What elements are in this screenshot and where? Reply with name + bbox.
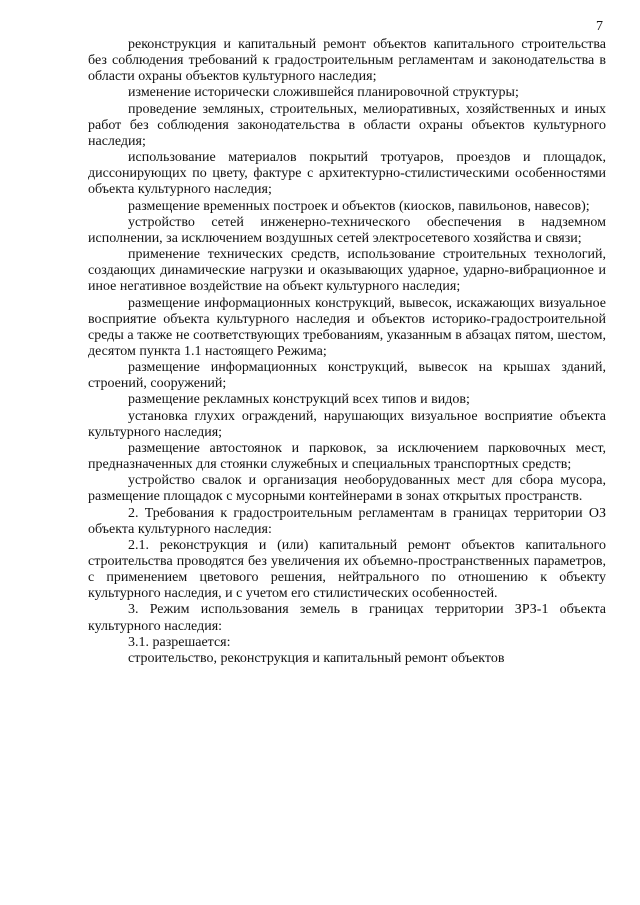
section-heading: 2. Требования к градостроительным регламентам в границах территории ОЗ объекта культурного наследия: — [88, 505, 606, 537]
paragraph: 2.1. реконструкция и (или) капитальный ремонт объектов капитального строительства проводятся без увеличения их объемно-пространственных параметров, с применением цветового решения, нейтрального по отношению к объекту культурного наследия, и с учетом его стилистических особенностей. — [88, 537, 606, 602]
paragraph: строительство, реконструкция и капитальный ремонт объектов — [128, 650, 505, 666]
paragraph: проведение земляных, строительных, мелиоративных, хозяйственных и иных работ без соблюдения законодательства в области охраны объектов культурного наследия; — [88, 101, 606, 149]
paragraph: применение технических средств, использование строительных технологий, создающих динамические нагрузки и оказывающих ударное, ударно-вибрационное и иное негативное воздействие на объект культурного наследия; — [88, 247, 606, 295]
section-heading: 3. Режим использования земель в границах территории ЗРЗ-1 объекта культурного наследия: — [88, 602, 606, 634]
paragraph: изменение исторически сложившейся планировочной структуры; — [128, 85, 519, 101]
paragraph: размещение рекламных конструкций всех типов и видов; — [128, 392, 470, 408]
paragraph: реконструкция и капитальный ремонт объектов капитального строительства без соблюдения требований к градостроительным регламентам и законодательства в области охраны объектов культурного наследия; — [88, 37, 606, 85]
paragraph: устройство сетей инженерно-технического обеспечения в надземном исполнении, за исключением воздушных сетей электросетевого хозяйства и связи; — [88, 214, 606, 246]
document-body — [88, 37, 606, 667]
subsection-heading: 3.1. разрешается: — [128, 634, 231, 650]
paragraph: размещение информационных конструкций, вывесок, искажающих визуальное восприятие объекта культурного наследия и объектов историко-градостроительной среды а также не соответствующих требованиям, указанным в абзацах пятом, шестом, десятом пункта 1.1 настоящего Режима; — [88, 295, 606, 359]
paragraph: устройство свалок и организация необорудованных мест для сбора мусора, размещение площадок с мусорными контейнерами в зонах открытых пространств. — [88, 473, 606, 505]
paragraph: установка глухих ограждений, нарушающих визуальное восприятие объекта культурного наследия; — [88, 408, 606, 440]
paragraph: использование материалов покрытий тротуаров, проездов и площадок, диссонирующих по цвету, фактуре с архитектурно-стилистическими особенностями объекта культурного наследия; — [88, 150, 606, 198]
paragraph: размещение временных построек и объектов (киосков, павильонов, навесов); — [128, 198, 590, 214]
paragraph: размещение информационных конструкций, вывесок на крышах зданий, строений, сооружений; — [88, 360, 606, 392]
page-number: 7 — [596, 19, 603, 34]
paragraph: размещение автостоянок и парковок, за исключением парковочных мест, предназначенных для стоянки служебных и специальных транспортных средств; — [88, 440, 606, 473]
